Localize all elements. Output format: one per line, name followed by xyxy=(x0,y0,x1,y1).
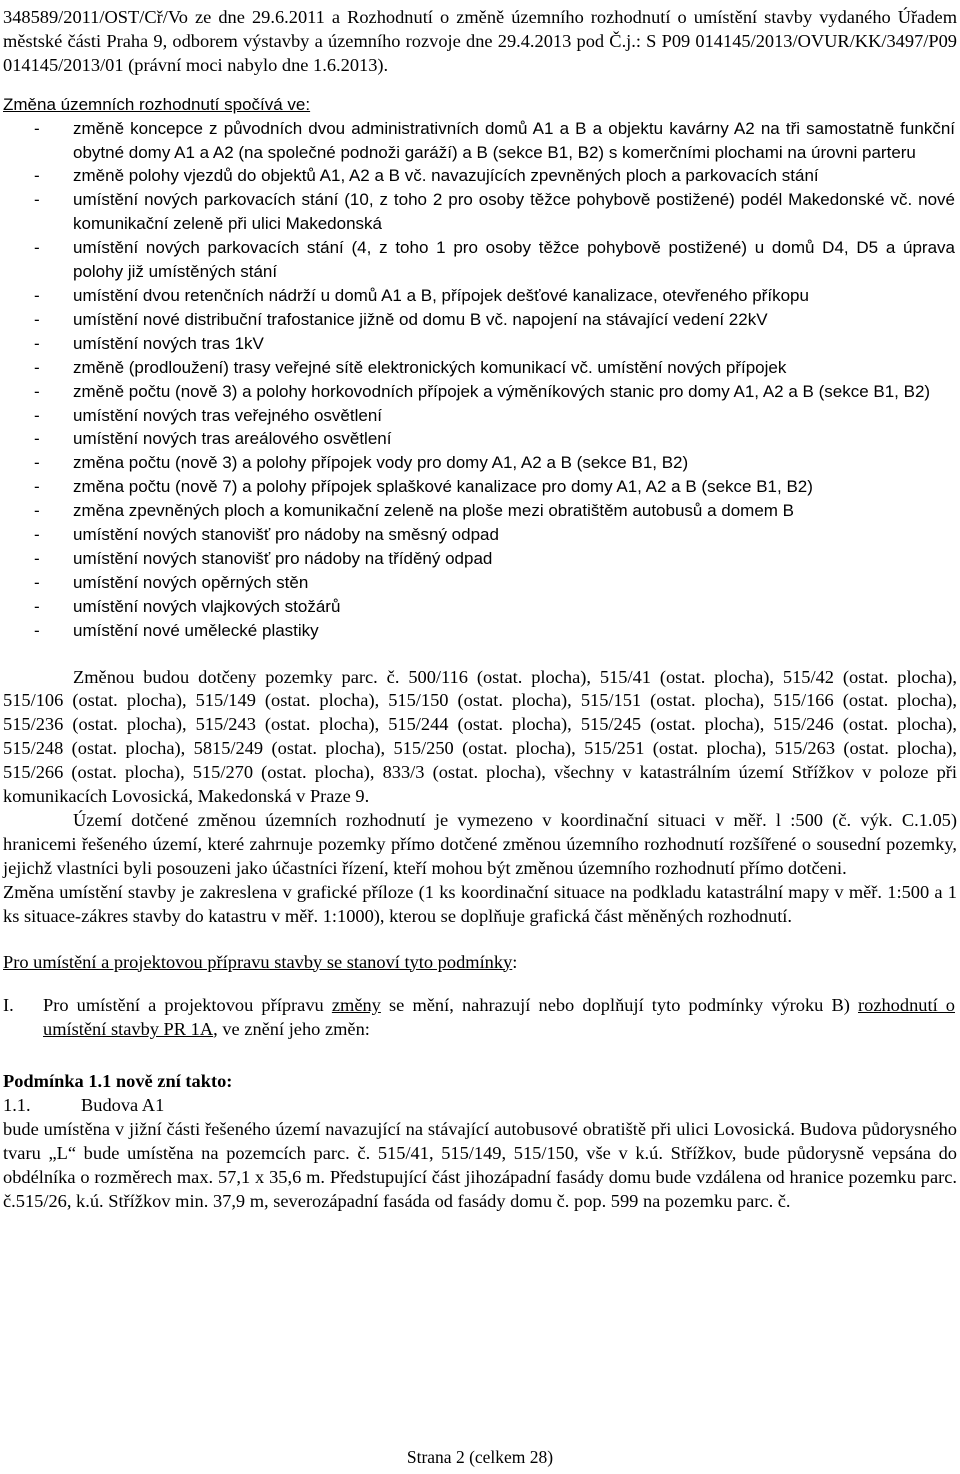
change-item xyxy=(3,427,957,451)
changes-heading-text: Změna územních rozhodnutí spočívá ve: xyxy=(3,94,311,114)
change-item xyxy=(3,404,957,428)
list-dash: - xyxy=(34,238,40,258)
list-dash: - xyxy=(34,166,40,186)
list-dash: - xyxy=(34,453,40,473)
list-dash: - xyxy=(34,548,40,568)
list-dash: - xyxy=(34,596,40,616)
roman-text xyxy=(43,994,957,1042)
conditions-heading-text: Pro umístění a projektovou přípravu stavby se stanoví tyto podmínky xyxy=(3,951,513,972)
roman-number: I. xyxy=(3,995,14,1016)
roman-text-part5: , ve znění jeho změn: xyxy=(213,1019,370,1040)
list-dash: - xyxy=(34,190,40,210)
roman-text-part2: změny xyxy=(331,995,381,1016)
conditions-heading-colon: : xyxy=(512,951,518,972)
list-dash: - xyxy=(34,285,40,305)
change-item-text: umístění nových parkovacích stání (10, z toho 2 pro osoby těžce pohybově postižené) podél Makedonské vč. nové komunikační zeleně při ulici Makedonská xyxy=(73,190,955,234)
list-dash: - xyxy=(34,309,40,329)
change-item-text: změně počtu (nově 3) a polohy horkovodních přípojek a výměníkových stanic pro domy A1, A2 a B (sekce B1, B2) xyxy=(73,381,931,401)
condition-number: 1.1. xyxy=(3,1095,31,1116)
change-item xyxy=(3,236,957,284)
change-item-text: změna počtu (nově 7) a polohy přípojek splaškové kanalizace pro domy A1, A2 a B (sekce B1, B2) xyxy=(73,477,813,497)
change-item-text: změna počtu (nově 3) a polohy přípojek vody pro domy A1, A2 a B (sekce B1, B2) xyxy=(73,453,689,473)
change-item xyxy=(3,571,957,595)
change-item-text: změna zpevněných ploch a komunikační zeleně na ploše mezi obratištěm autobusů a domem B xyxy=(73,501,795,521)
change-item xyxy=(3,619,957,643)
change-item xyxy=(3,284,957,308)
change-item-text: umístění nových tras 1kV xyxy=(73,333,264,353)
change-item-text: umístění nových parkovacích stání (4, z toho 1 pro osoby těžce pohybově postižené) u domů D4, D5 a úprava polohy již umístěných stání xyxy=(73,238,955,282)
list-dash: - xyxy=(34,333,40,353)
parcels-paragraph: Změnou budou dotčeny pozemky parc. č. 500/116 (ostat. plocha), 515/41 (ostat. plocha), 515/42 (ostat. plocha), 515/106 (ostat. plocha), 515/149 (ostat. plocha), 515/150 (ostat. plocha), 515/151 (ostat. plocha), 515/166 (ostat. plocha), 515/236 (ostat. plocha), 515/243 (ostat. plocha), 515/244 (ostat. plocha), 515/245 (ostat. plocha), 515/246 (ostat. plocha), 515/248 (ostat. plocha), 5815/249 (ostat. plocha), 515/250 (ostat. plocha), 515/251 (ostat. plocha), 515/263 (ostat. plocha), 515/266 (ostat. plocha), 515/270 (ostat. plocha), 833/3 (ostat. plocha), všechny v katastrálním území Střížkov v poloze při komunikacích Lovosická, Makedonská v Praze 9. xyxy=(3,666,957,807)
roman-text-part3: se mění, nahrazují nebo doplňují tyto podmínky výroku B) xyxy=(380,995,858,1016)
change-item xyxy=(3,523,957,547)
page-footer: Strana 2 (celkem 28) xyxy=(406,1447,554,1467)
condition-name: Budova A1 xyxy=(81,1095,165,1116)
change-item xyxy=(3,356,957,380)
drawing-paragraph: Změna umístění stavby je zakreslena v grafické příloze (1 ks koordinační situace na podkladu katastrální mapy v měř. 1:500 a 1 ks situace-zákres stavby do katastru v měř. 1:1000), kterou se doplňuje grafická část měněných rozhodnutí. xyxy=(3,881,957,926)
change-item-text: změně koncepce z původních dvou administrativních domů A1 a B a objektu kavárny A2 na tři samostatně funkční obytné domy A1 a A2 (na společné podnoži garáží) a B (sekce B1, B2) s komerčními plochami na úrovni parteru xyxy=(73,118,955,162)
condition-subheading xyxy=(3,1094,957,1118)
change-item-text: umístění nových stanovišť pro nádoby na tříděný odpad xyxy=(73,548,493,568)
list-dash: - xyxy=(34,501,40,521)
list-dash: - xyxy=(34,405,40,425)
changes-heading xyxy=(3,93,957,117)
list-dash: - xyxy=(34,429,40,449)
change-item xyxy=(3,451,957,475)
change-item xyxy=(3,475,957,499)
list-dash: - xyxy=(34,477,40,497)
list-dash: - xyxy=(34,381,40,401)
change-item-text: umístění nových tras areálového osvětlení xyxy=(73,429,392,449)
change-item xyxy=(3,308,957,332)
change-item xyxy=(3,117,957,165)
change-item xyxy=(3,499,957,523)
change-item xyxy=(3,547,957,571)
change-item-text: umístění nové umělecké plastiky xyxy=(73,620,319,640)
change-item xyxy=(3,595,957,619)
changes-list xyxy=(3,117,957,643)
roman-point xyxy=(3,994,957,1042)
intro-paragraph: 348589/2011/OST/Cř/Vo ze dne 29.6.2011 a Rozhodnutí o změně územního rozhodnutí o umístění stavby vydaného Úřadem městské části Praha 9, odborem výstavby a územního rozvoje dne 29.4.2013 pod Č.j.: S P09 014145/2013/OVUR/KK/3497/P09 014145/2013/01 (právní moci nabylo dne 1.6.2013). xyxy=(3,7,957,75)
change-item xyxy=(3,332,957,356)
change-item-text: umístění nové distribuční trafostanice jižně od domu B vč. napojení na stávající vedení 22kV xyxy=(73,309,768,329)
conditions-heading xyxy=(3,951,957,975)
roman-text-part1: Pro umístění a projektovou přípravu xyxy=(43,995,332,1016)
change-item-text: změně polohy vjezdů do objektů A1, A2 a B vč. navazujících zpevněných ploch a parkovacích stání xyxy=(73,166,819,186)
list-dash: - xyxy=(34,118,40,138)
change-item-text: umístění nových vlajkových stožárů xyxy=(73,596,341,616)
list-dash: - xyxy=(34,572,40,592)
change-item-text: umístění nových stanovišť pro nádoby na směsný odpad xyxy=(73,525,499,545)
change-item-text: umístění nových opěrných stěn xyxy=(73,572,309,592)
roman-text-part4: rozhodnutí o umístění stavby PR 1A xyxy=(43,995,955,1040)
territory-paragraph: Území dotčené změnou územních rozhodnutí je vymezeno v koordinační situaci v měř. l :500 (č. výk. C.1.05) hranicemi řešeného území, které zahrnuje pozemky přímo dotčené změnou územního rozhodnutí rozšířené o sousední pozemky, jejichž vlastníci byli posouzeni jako účastníci řízení, kteří mohou být změnou územního rozhodnutí přímo dotčeni. xyxy=(3,810,957,878)
change-item xyxy=(3,188,957,236)
change-item xyxy=(3,164,957,188)
condition-body: bude umístěna v jižní části řešeného území navazující na stávající autobusové obratiště při ulici Lovosická. Budova půdorysného tvaru „L“ bude umístěna na pozemcích parc. č. 515/41, 515/149, 515/150, vše v k.ú. Střížkov, bude půdorysně vepsána do obdélníka o rozměrech max. 57,1 x 35,6 m. Předstupující část jihozápadní fasády domu bude vzdálena od hranice pozemku parc. č.515/26, k.ú. Střížkov min. 37,9 m, severozápadní fasáda od fasády domu č. pop. 599 na pozemku parc. č. xyxy=(3,1119,957,1211)
change-item-text: změně (prodloužení) trasy veřejné sítě elektronických komunikací vč. umístění nových přípojek xyxy=(73,357,787,377)
change-item xyxy=(3,380,957,404)
condition-title: Podmínka 1.1 nově zní takto: xyxy=(3,1071,233,1092)
list-dash: - xyxy=(34,620,40,640)
list-dash: - xyxy=(34,525,40,545)
change-item-text: umístění nových tras veřejného osvětlení xyxy=(73,405,382,425)
list-dash: - xyxy=(34,357,40,377)
change-item-text: umístění dvou retenčních nádrží u domů A1 a B, přípojek dešťové kanalizace, otevřeného příkopu xyxy=(73,285,809,305)
